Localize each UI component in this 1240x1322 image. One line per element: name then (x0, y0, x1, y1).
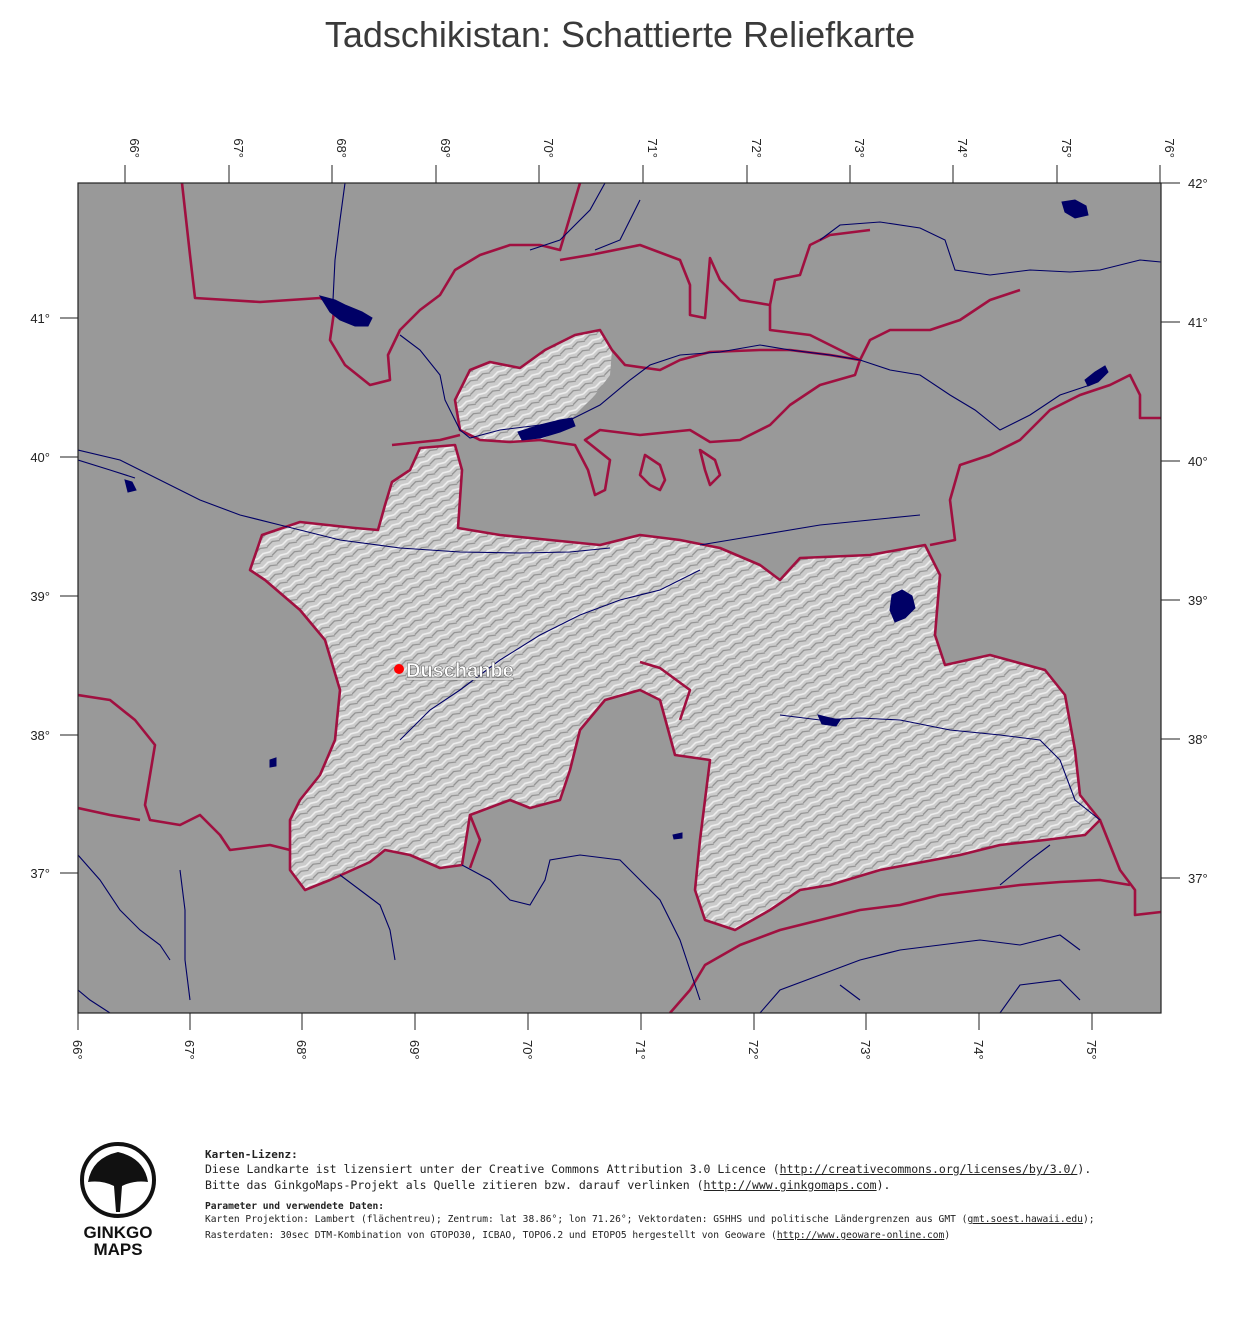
left-latitude-axis (30, 311, 78, 881)
top-tick-label: 74° (955, 138, 970, 158)
capital-marker[interactable] (394, 664, 404, 674)
top-tick-label: 71° (645, 138, 660, 158)
right-tick-label: 40° (1188, 454, 1208, 469)
gmt-link[interactable]: gmt.soest.hawaii.edu (967, 1214, 1083, 1225)
bottom-tick-label: 70° (520, 1040, 535, 1060)
left-tick-label: 39° (30, 589, 50, 604)
right-tick-label: 37° (1188, 871, 1208, 886)
logo-line2: MAPS (93, 1240, 143, 1259)
top-tick-label: 73° (852, 138, 867, 158)
bottom-longitude-axis (70, 1013, 1099, 1060)
params-text-1-end: ); (1082, 1214, 1095, 1225)
license-text-1: Diese Landkarte ist lizensiert unter der Creative Commons Attribution 3.0 Licence ( (205, 1162, 780, 1176)
bottom-tick-label: 68° (294, 1040, 309, 1060)
footer (205, 1148, 1235, 1244)
left-tick-label: 41° (30, 311, 50, 326)
params-line-1 (205, 1212, 1235, 1228)
params-text-1: Karten Projektion: Lambert (flächentreu); Zentrum: lat 38.86°; lon 71.26°; Vektordaten: GSHHS und politische Ländergrenzen aus GMT ( (205, 1214, 968, 1225)
ginkgomaps-logo (78, 1140, 158, 1258)
bottom-tick-label: 75° (1084, 1040, 1099, 1060)
bottom-tick-label: 66° (70, 1040, 85, 1060)
right-latitude-axis (1161, 176, 1208, 886)
capital-label[interactable]: Duschanbe (406, 660, 514, 682)
bottom-tick-label: 73° (858, 1040, 873, 1060)
bottom-tick-label: 67° (182, 1040, 197, 1060)
right-tick-label: 42° (1188, 176, 1208, 191)
top-tick-label: 68° (334, 138, 349, 158)
params-text-2: Rasterdaten: 30sec DTM-Kombination von GTOPO30, ICBAO, TOPO6.2 und ETOPO5 hergestellt von Geoware ( (205, 1230, 777, 1241)
right-tick-label: 38° (1188, 732, 1208, 747)
ginkgomaps-link[interactable]: http://www.ginkgomaps.com (703, 1178, 877, 1192)
ginkgo-leaf-icon (78, 1140, 158, 1220)
top-tick-label: 76° (1162, 138, 1177, 158)
bottom-tick-label: 71° (633, 1040, 648, 1060)
bottom-tick-label: 72° (746, 1040, 761, 1060)
top-tick-label: 67° (231, 138, 246, 158)
license-line-2 (205, 1177, 1235, 1193)
left-tick-label: 40° (30, 450, 50, 465)
bottom-tick-label: 74° (971, 1040, 986, 1060)
geoware-link[interactable]: http://www.geoware-online.com (776, 1230, 945, 1241)
license-line-1 (205, 1161, 1235, 1177)
right-tick-label: 39° (1188, 593, 1208, 608)
license-text-2-end: ). (876, 1178, 891, 1192)
top-tick-label: 69° (438, 138, 453, 158)
right-tick-label: 41° (1188, 315, 1208, 330)
params-line-2 (205, 1228, 1235, 1244)
bottom-tick-label: 69° (407, 1040, 422, 1060)
license-text-1-end: ). (1077, 1162, 1092, 1176)
top-tick-label: 75° (1059, 138, 1074, 158)
license-heading: Karten-Lizenz: (205, 1148, 298, 1161)
params-heading: Parameter und verwendete Daten: (205, 1201, 385, 1212)
left-tick-label: 37° (30, 866, 50, 881)
top-tick-label: 66° (127, 138, 142, 158)
top-tick-label: 70° (541, 138, 556, 158)
map-title: Tadschikistan: Schattierte Reliefkarte (324, 14, 916, 55)
creative-commons-link[interactable]: http://creativecommons.org/licenses/by/3.0/ (779, 1162, 1078, 1176)
license-text-2: Bitte das GinkgoMaps-Projekt als Quelle zitieren bzw. darauf verlinken ( (205, 1178, 704, 1192)
top-tick-label: 72° (749, 138, 764, 158)
top-longitude-axis (125, 138, 1177, 183)
left-tick-label: 38° (30, 728, 50, 743)
logo-line1: GINKGO (83, 1223, 153, 1242)
params-text-2-end: ) (944, 1230, 951, 1241)
